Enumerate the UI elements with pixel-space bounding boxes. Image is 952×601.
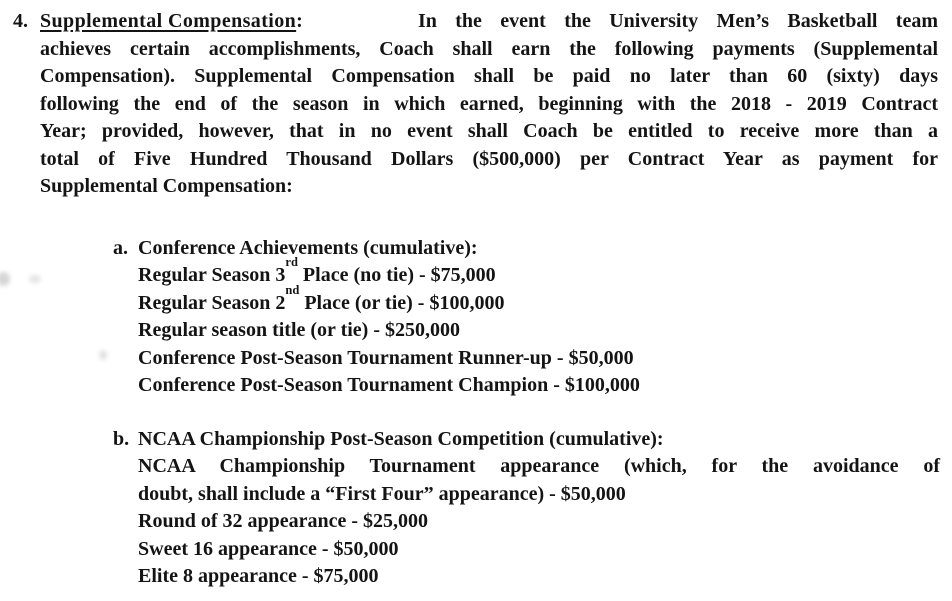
bonus-item-regular-season-3rd [138, 255, 938, 290]
bonus-item-text: Regular Season 3 [138, 264, 286, 286]
intro-line-1 [40, 8, 938, 36]
subsection-a [113, 235, 938, 400]
intro-line-7: Supplemental Compensation: [40, 175, 293, 197]
clause-supplemental-compensation [13, 8, 940, 591]
intro-line-2: achieves certain accomplishments, Coach shall earn the following payments (Supplemental [40, 37, 938, 60]
bonus-item-tournament-runner-up: Conference Post-Season Tournament Runner-up - $50,000 [138, 346, 634, 369]
ordinal-superscript: nd [285, 282, 300, 297]
intro-line-3: Compensation). Supplemental Compensation shall be paid no later than 60 (sixty) days [40, 65, 938, 87]
bonus-item-round-of-32: Round of 32 appearance - $25,000 [138, 510, 429, 532]
bonus-item-regular-season-title: Regular season title (or tie) - $250,000 [138, 319, 460, 341]
bonus-item-text: Place (or tie) - $100,000 [299, 291, 505, 314]
bonus-item-tournament-champion: Conference Post-Season Tournament Champion - $100,000 [138, 374, 640, 396]
subsection-b [113, 426, 938, 591]
subsection-b-title: NCAA Championship Post-Season Competition (cumulative): [138, 427, 664, 450]
subsection-a-label: a. [113, 236, 128, 259]
scan-smudge [99, 350, 107, 360]
clause-heading-colon: : [296, 10, 304, 32]
bonus-item-ncaa-appearance-line-1: NCAA Championship Tournament appearance (which, for the avoidance of [138, 455, 940, 477]
scan-smudge [0, 272, 10, 286]
scan-smudge [29, 275, 41, 283]
bonus-item-elite-8: Elite 8 appearance - $75,000 [138, 565, 379, 587]
intro-line-6: total of Five Hundred Thousand Dollars ($500,000) per Contract Year as payment for [40, 147, 938, 170]
subsection-b-items [138, 453, 940, 591]
intro-line-4: following the end of the season in which earned, beginning with the 2018 - 2019 Contract [40, 92, 938, 115]
subsection-a-items [138, 255, 938, 400]
bonus-item-sweet-16: Sweet 16 appearance - $50,000 [138, 537, 399, 560]
bonus-item-regular-season-2nd [138, 282, 938, 318]
subsection-b-title-line [113, 426, 938, 454]
bonus-item-ncaa-appearance-line-2: doubt, shall include a “First Four” appearance) - $50,000 [138, 482, 626, 505]
subsection-b-label: b. [113, 427, 130, 450]
clause-number: 4. [13, 10, 28, 32]
clause-heading-text: Supplemental Compensation [40, 10, 297, 32]
bonus-item-text: Place (no tie) - $75,000 [297, 264, 496, 286]
intro-line-5: Year; provided, however, that in no event shall Coach be entitled to receive more than a [40, 120, 938, 142]
bonus-item-text: Regular Season 2 [138, 291, 286, 314]
clause-heading [40, 8, 303, 36]
intro-line-1-text: In the event the University Men’s Basketball team [418, 10, 938, 32]
intro-paragraph [40, 8, 938, 201]
ordinal-superscript: rd [285, 255, 298, 270]
subsection-a-title-line [113, 235, 938, 263]
subsection-a-title: Conference Achievements (cumulative): [138, 236, 478, 259]
